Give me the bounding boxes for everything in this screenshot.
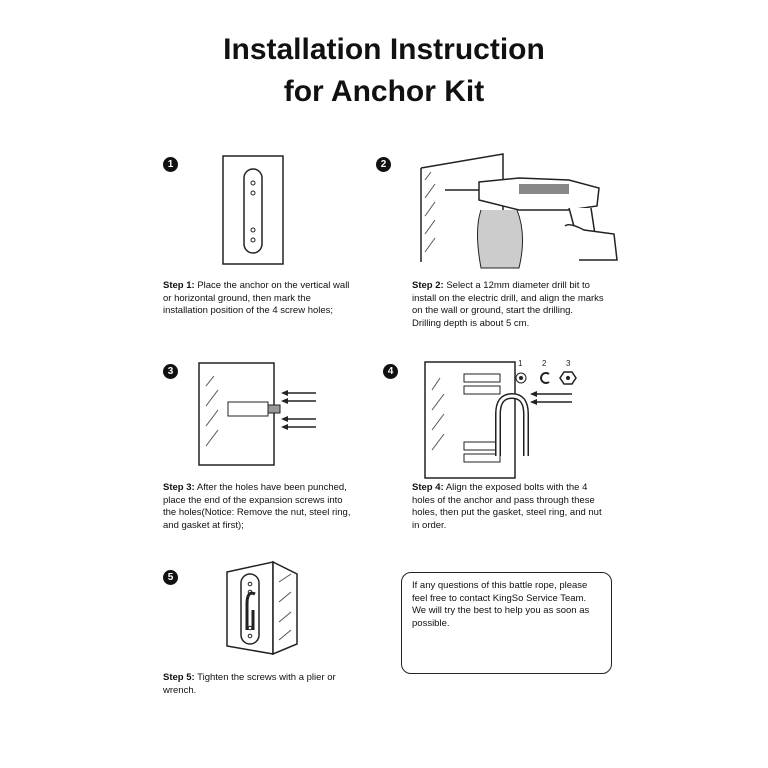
step-2-label: Step 2: — [412, 280, 444, 291]
step-3-description: After the holes have been punched, place the end of the expansion screws into the holes(Notice: Remove the nut, steel ring, and gasket at first); — [163, 482, 351, 531]
step-3-text — [163, 482, 358, 532]
step-4-text — [412, 482, 607, 532]
title-line-2: for Anchor Kit — [283, 75, 485, 108]
step-1-badge: 1 — [163, 157, 178, 172]
step-2-extra: Drilling depth is about 5 cm. — [412, 317, 530, 329]
washer-label-3: 3 — [566, 359, 571, 368]
step-5-text — [163, 672, 358, 697]
step-4-bolts-illustration — [424, 356, 584, 480]
step-5-description: Tighten the screws with a plier or wrench. — [163, 672, 336, 696]
step-1-text — [163, 280, 358, 318]
step-5-tighten-illustration — [225, 560, 300, 656]
step-2-description: Select a 12mm diameter drill bit to install on the electric drill, and align the marks on the wall or ground, start the drilling. — [412, 280, 604, 316]
step-1-label: Step 1: — [163, 280, 195, 291]
contact-note-box — [401, 572, 612, 674]
step-5-badge: 5 — [163, 570, 178, 585]
step-3-badge: 3 — [163, 364, 178, 379]
step-3-screws-illustration — [198, 362, 323, 467]
step-2-text — [412, 280, 612, 330]
step-2-drill-illustration — [419, 150, 619, 270]
washer-label-1: 1 — [518, 359, 523, 368]
step-4-description: Align the exposed bolts with the 4 holes of the anchor and pass through these holes, then put the gasket, steel ring, and nut in order. — [412, 482, 602, 531]
step-2-badge: 2 — [376, 157, 391, 172]
step-5-label: Step 5: — [163, 672, 195, 683]
contact-note-text: If any questions of this battle rope, please feel free to contact KingSo Service Team. We will try the best to help you as soon as possible. — [412, 580, 590, 629]
washer-label-2: 2 — [542, 359, 547, 368]
step-4-label: Step 4: — [412, 482, 444, 493]
title-line-1: Installation Instruction — [223, 33, 545, 66]
step-4-badge: 4 — [383, 364, 398, 379]
step-1-description: Place the anchor on the vertical wall or horizontal ground, then mark the installation position of the 4 screw holes; — [163, 280, 350, 316]
step-3-label: Step 3: — [163, 482, 195, 493]
step-1-anchor-illustration — [222, 155, 284, 265]
